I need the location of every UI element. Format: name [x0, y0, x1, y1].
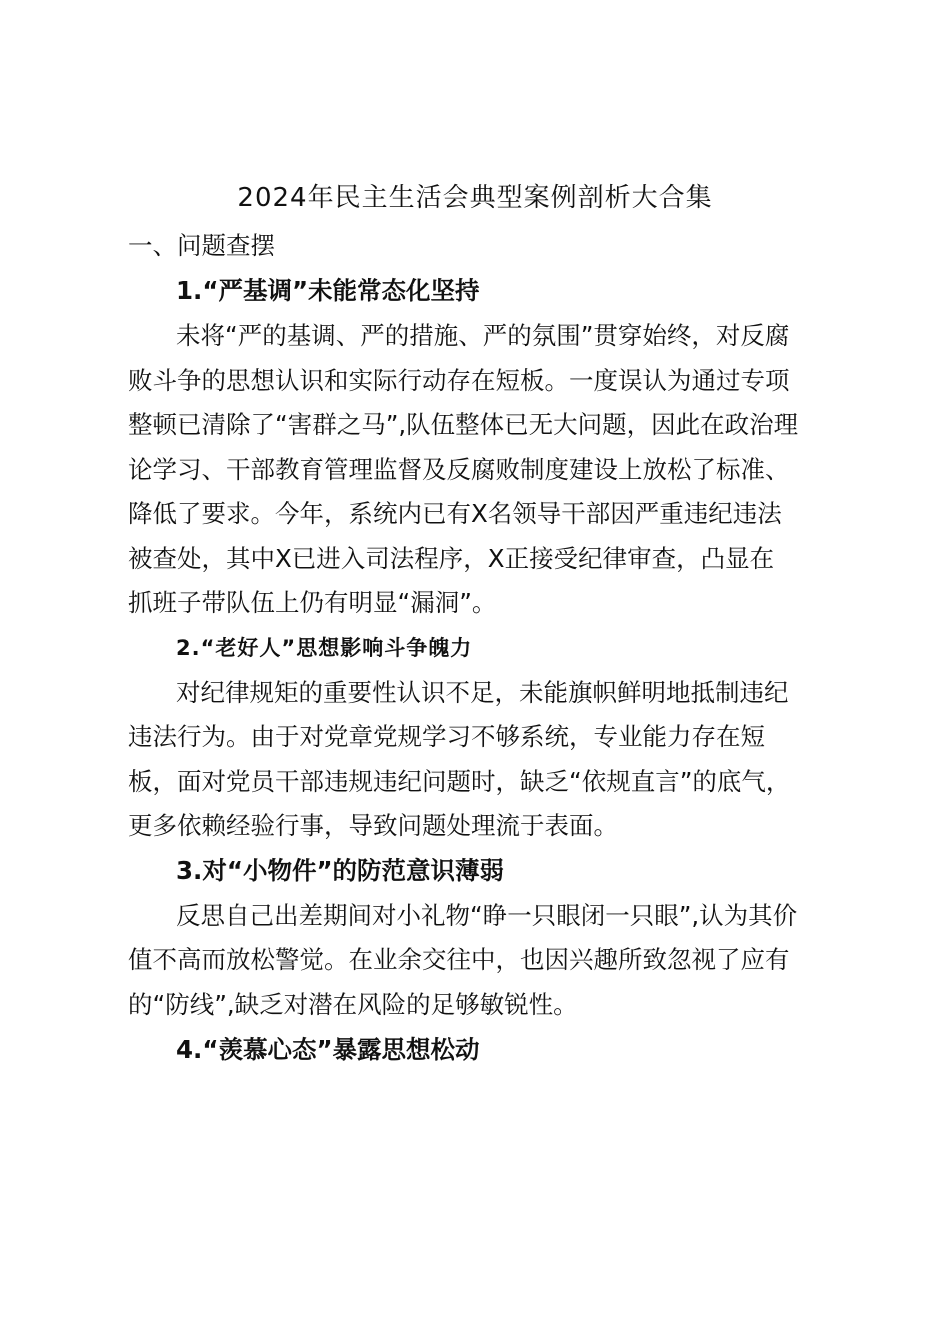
paragraph-line: 论学习、干部教育管理监督及反腐败制度建设上放松了标准、: [128, 455, 790, 484]
paragraph-line: 抓班子带队伍上仍有明显“漏洞”。: [128, 588, 497, 617]
paragraph-line: 对纪律规矩的重要性认识不足，未能旗帜鲜明地抵制违纪: [176, 678, 789, 707]
paragraph-line: 被查处，其中X已进入司法程序，X正接受纪律审查，凸显在: [128, 544, 775, 573]
document-title: 2024年民主生活会典型案例剖析大合集: [237, 183, 713, 213]
paragraph-line: 降低了要求。今年，系统内已有X名领导干部因严重违纪违法: [128, 499, 782, 528]
paragraph-line: 败斗争的思想认识和实际行动存在短板。一度误认为通过专项: [128, 366, 790, 395]
section-heading: 一、问题查摆: [128, 231, 275, 260]
paragraph-line: 未将“严的基调、严的措施、严的氛围”贯穿始终，对反腐: [176, 321, 790, 350]
paragraph-line: 值不高而放松警觉。在业余交往中，也因兴趣所致忽视了应有: [128, 945, 790, 974]
paragraph-line: 更多依赖经验行事，导致问题处理流于表面。: [128, 811, 618, 840]
paragraph-line: 的“防线”,缺乏对潜在风险的足够敏锐性。: [128, 990, 578, 1019]
paragraph-line: 整顿已清除了“害群之马”,队伍整体已无大问题，因此在政治理: [128, 410, 799, 439]
item3-heading: 3.对“小物件”的防范意识薄弱: [176, 856, 505, 885]
item4-heading: 4.“羡慕心态”暴露思想松动: [176, 1035, 480, 1064]
item2-heading: 2.“老好人”思想影响斗争魄力: [176, 636, 473, 660]
item1-heading: 1.“严基调”未能常态化坚持: [176, 276, 480, 305]
paragraph-line: 违法行为。由于对党章党规学习不够系统，专业能力存在短: [128, 722, 765, 751]
paragraph-line: 板，面对党员干部违规违纪问题时，缺乏“依规直言”的底气，: [128, 767, 791, 796]
paragraph-line: 反思自己出差期间对小礼物“睁一只眼闭一只眼”,认为其价: [176, 901, 798, 930]
